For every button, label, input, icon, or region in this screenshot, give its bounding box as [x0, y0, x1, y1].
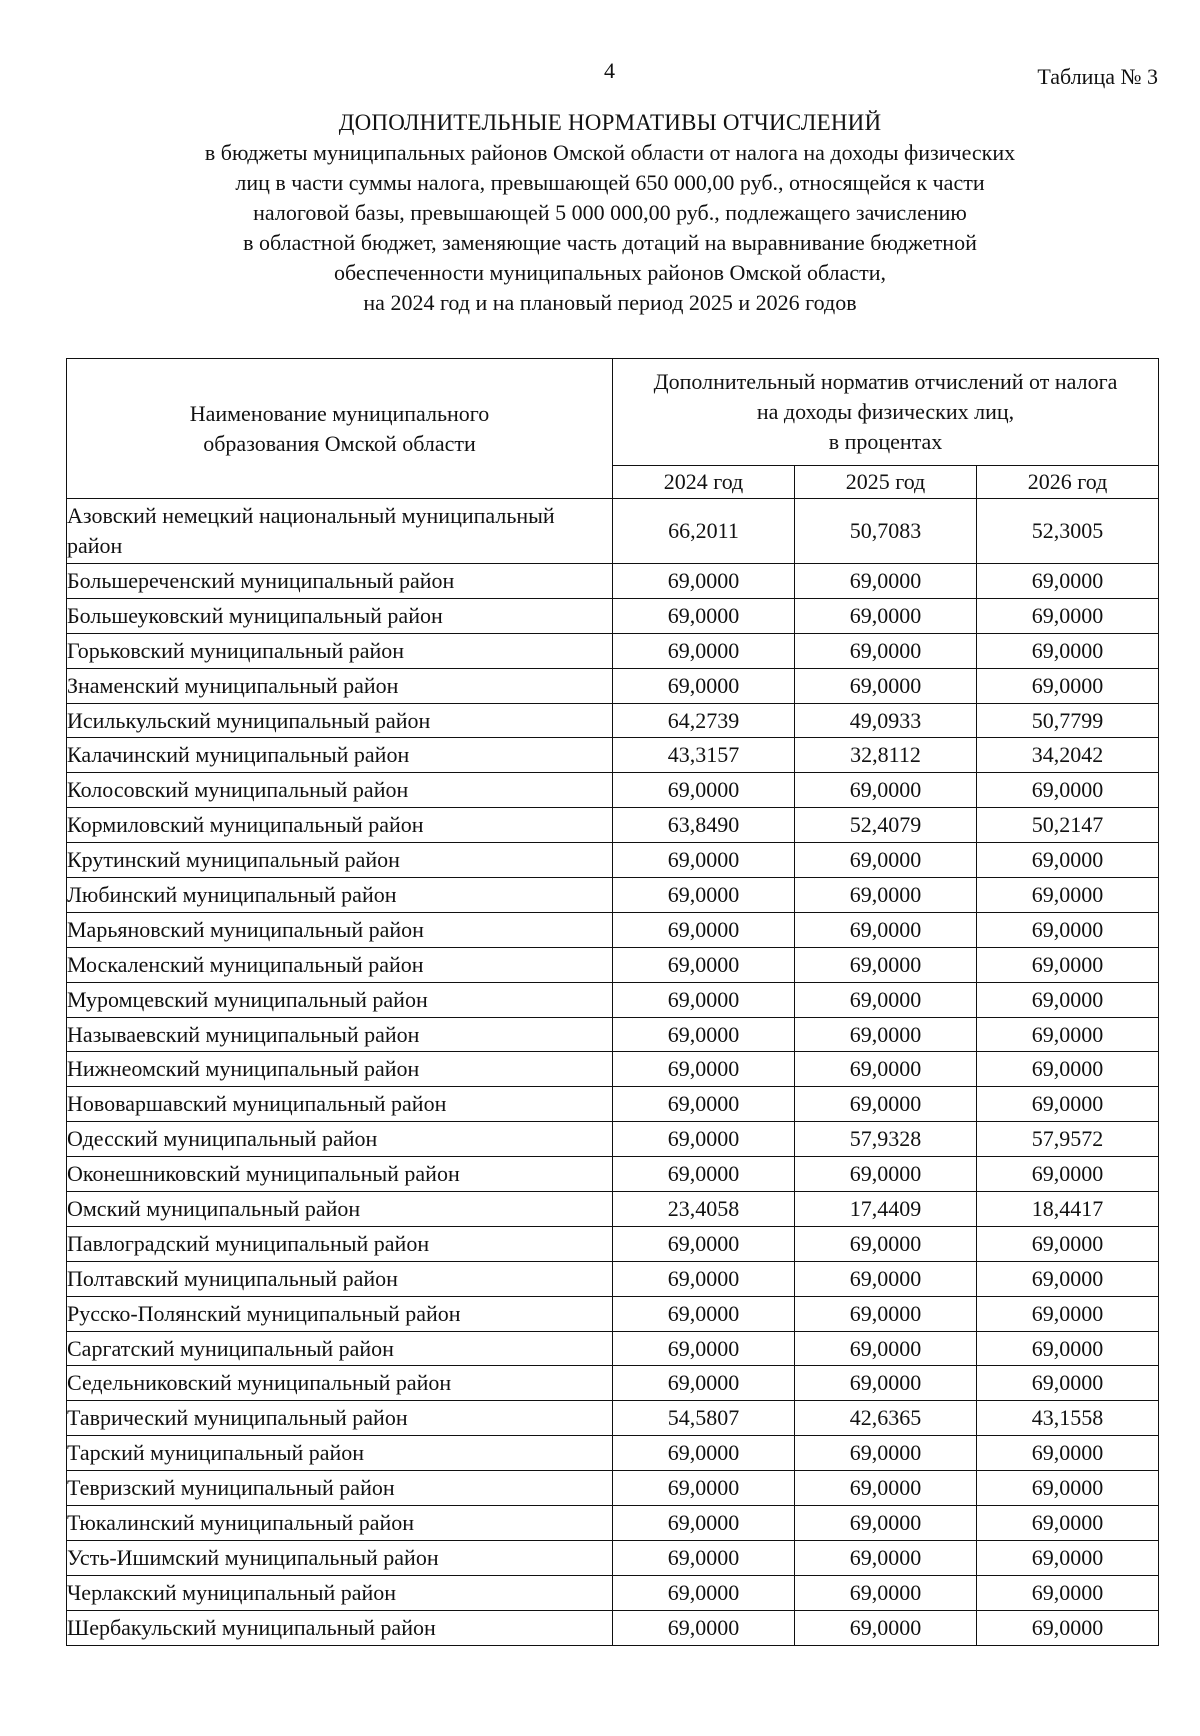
value-2025-cell: 69,0000 [795, 668, 977, 703]
title-line: в бюджеты муниципальных районов Омской области от налога на доходы физических [204, 140, 1016, 165]
value-2026-cell: 69,0000 [977, 1540, 1159, 1575]
header-year-2026: 2026 год [977, 466, 1159, 499]
title-line: обеспеченности муниципальных районов Омской области, [333, 260, 887, 285]
value-2024-cell: 69,0000 [613, 1506, 795, 1541]
value-2025-cell: 69,0000 [795, 1052, 977, 1087]
value-2024-cell: 69,0000 [613, 1226, 795, 1261]
table-row [67, 947, 1159, 982]
value-2026-cell: 69,0000 [977, 668, 1159, 703]
table-row [67, 773, 1159, 808]
table-row [67, 1540, 1159, 1575]
value-2026-cell: 34,2042 [977, 738, 1159, 773]
value-2024-cell: 69,0000 [613, 1052, 795, 1087]
value-2024-cell: 69,0000 [613, 1436, 795, 1471]
table-body [67, 499, 1159, 1646]
value-2026-cell: 69,0000 [977, 1017, 1159, 1052]
page-number: 4 [604, 58, 615, 83]
value-2024-cell: 43,3157 [613, 738, 795, 773]
value-2026-cell: 43,1558 [977, 1401, 1159, 1436]
value-2024-cell: 69,0000 [613, 668, 795, 703]
district-name-cell: Усть-Ишимский муниципальный район [67, 1540, 613, 1575]
value-2025-cell: 69,0000 [795, 1540, 977, 1575]
value-2024-cell: 69,0000 [613, 773, 795, 808]
district-name-cell: Омский муниципальный район [67, 1192, 613, 1227]
value-2024-cell: 69,0000 [613, 1471, 795, 1506]
value-2025-cell: 69,0000 [795, 1017, 977, 1052]
table-label: Таблица № 3 [1037, 64, 1158, 89]
title-line: лиц в части суммы налога, превышающей 650 000,00 руб., относящейся к части [235, 170, 985, 195]
value-2026-cell: 69,0000 [977, 1575, 1159, 1610]
value-2026-cell: 69,0000 [977, 947, 1159, 982]
district-name-cell: Колосовский муниципальный район [67, 773, 613, 808]
value-2024-cell: 23,4058 [613, 1192, 795, 1227]
header-desc-line: в процентах [828, 429, 943, 454]
district-name-cell: Любинский муниципальный район [67, 878, 613, 913]
value-2024-cell: 69,0000 [613, 1540, 795, 1575]
value-2026-cell: 50,7799 [977, 703, 1159, 738]
value-2026-cell: 69,0000 [977, 878, 1159, 913]
value-2025-cell: 69,0000 [795, 1331, 977, 1366]
value-2026-cell: 69,0000 [977, 633, 1159, 668]
district-name-cell: Таврический муниципальный район [67, 1401, 613, 1436]
value-2024-cell: 69,0000 [613, 1261, 795, 1296]
table-row [67, 633, 1159, 668]
table-row [67, 1401, 1159, 1436]
district-name-cell: Марьяновский муниципальный район [67, 912, 613, 947]
table-row [67, 598, 1159, 633]
value-2025-cell: 69,0000 [795, 982, 977, 1017]
district-name-cell: Москаленский муниципальный район [67, 947, 613, 982]
value-2026-cell: 52,3005 [977, 499, 1159, 564]
table-row [67, 1122, 1159, 1157]
table-row [67, 843, 1159, 878]
value-2025-cell: 52,4079 [795, 808, 977, 843]
document-title: ДОПОЛНИТЕЛЬНЫЕ НОРМАТИВЫ ОТЧИСЛЕНИЙ [338, 110, 882, 135]
district-name-cell: Нововаршавский муниципальный район [67, 1087, 613, 1122]
header-year-2025: 2025 год [795, 466, 977, 499]
district-name-cell: Саргатский муниципальный район [67, 1331, 613, 1366]
value-2026-cell: 69,0000 [977, 843, 1159, 878]
value-2026-cell: 69,0000 [977, 1157, 1159, 1192]
value-2025-cell: 69,0000 [795, 1366, 977, 1401]
table-row [67, 1296, 1159, 1331]
table-row [67, 1366, 1159, 1401]
title-block [0, 108, 1200, 318]
district-name-cell: Кормиловский муниципальный район [67, 808, 613, 843]
table-row [67, 878, 1159, 913]
value-2024-cell: 69,0000 [613, 1157, 795, 1192]
table-row [67, 1506, 1159, 1541]
value-2024-cell: 69,0000 [613, 947, 795, 982]
value-2025-cell: 69,0000 [795, 1436, 977, 1471]
value-2024-cell: 64,2739 [613, 703, 795, 738]
value-2026-cell: 69,0000 [977, 1087, 1159, 1122]
table-row [67, 738, 1159, 773]
value-2024-cell: 69,0000 [613, 1331, 795, 1366]
value-2024-cell: 63,8490 [613, 808, 795, 843]
district-name-cell: Черлакский муниципальный район [67, 1575, 613, 1610]
value-2024-cell: 69,0000 [613, 1017, 795, 1052]
value-2026-cell: 69,0000 [977, 1226, 1159, 1261]
value-2026-cell: 57,9572 [977, 1122, 1159, 1157]
district-name-cell: Тевризский муниципальный район [67, 1471, 613, 1506]
value-2025-cell: 69,0000 [795, 598, 977, 633]
value-2025-cell: 69,0000 [795, 1157, 977, 1192]
value-2025-cell: 42,6365 [795, 1401, 977, 1436]
table-row [67, 668, 1159, 703]
header-desc-line: на доходы физических лиц, [756, 399, 1015, 424]
header-name-line: образования Омской области [203, 430, 476, 456]
value-2025-cell: 17,4409 [795, 1192, 977, 1227]
header-desc-cell [613, 359, 1159, 466]
value-2024-cell: 69,0000 [613, 598, 795, 633]
table-row [67, 564, 1159, 599]
value-2026-cell: 69,0000 [977, 1436, 1159, 1471]
value-2025-cell: 69,0000 [795, 1471, 977, 1506]
value-2026-cell: 69,0000 [977, 773, 1159, 808]
norms-table [66, 358, 1159, 1646]
value-2026-cell: 69,0000 [977, 1261, 1159, 1296]
table-row [67, 1052, 1159, 1087]
title-line: налоговой базы, превышающей 5 000 000,00 руб., подлежащего зачислению [253, 200, 967, 225]
district-name-cell: Муромцевский муниципальный район [67, 982, 613, 1017]
value-2024-cell: 69,0000 [613, 912, 795, 947]
district-name-cell: Горьковский муниципальный район [67, 633, 613, 668]
district-name-cell: Большеуковский муниципальный район [67, 598, 613, 633]
value-2025-cell: 69,0000 [795, 843, 977, 878]
table-row [67, 1261, 1159, 1296]
district-name-cell: Знаменский муниципальный район [67, 668, 613, 703]
table-row [67, 1436, 1159, 1471]
title-line: на 2024 год и на плановый период 2025 и 2026 годов [363, 290, 857, 315]
value-2025-cell: 57,9328 [795, 1122, 977, 1157]
value-2026-cell: 69,0000 [977, 564, 1159, 599]
table-row [67, 1157, 1159, 1192]
value-2025-cell: 69,0000 [795, 1296, 977, 1331]
header-desc-line: Дополнительный норматив отчислений от налога [653, 369, 1118, 394]
table-row [67, 1471, 1159, 1506]
table-row [67, 1610, 1159, 1645]
value-2024-cell: 69,0000 [613, 982, 795, 1017]
district-name-cell: Крутинский муниципальный район [67, 843, 613, 878]
value-2026-cell: 69,0000 [977, 982, 1159, 1017]
table-row [67, 912, 1159, 947]
district-name-cell: Азовский немецкий национальный муниципальный район [67, 499, 613, 564]
district-name-cell: Называевский муниципальный район [67, 1017, 613, 1052]
district-name-cell: Калачинский муниципальный район [67, 738, 613, 773]
value-2025-cell: 69,0000 [795, 1610, 977, 1645]
value-2026-cell: 69,0000 [977, 1052, 1159, 1087]
value-2024-cell: 69,0000 [613, 564, 795, 599]
district-name-cell: Тарский муниципальный район [67, 1436, 613, 1471]
district-name-cell: Полтавский муниципальный район [67, 1261, 613, 1296]
table-row [67, 1331, 1159, 1366]
value-2025-cell: 69,0000 [795, 1261, 977, 1296]
table-row [67, 808, 1159, 843]
value-2024-cell: 69,0000 [613, 1122, 795, 1157]
district-name-cell: Седельниковский муниципальный район [67, 1366, 613, 1401]
value-2025-cell: 69,0000 [795, 878, 977, 913]
value-2025-cell: 69,0000 [795, 633, 977, 668]
table-row [67, 1226, 1159, 1261]
value-2024-cell: 69,0000 [613, 633, 795, 668]
value-2025-cell: 32,8112 [795, 738, 977, 773]
district-name-cell: Исилькульский муниципальный район [67, 703, 613, 738]
table-row [67, 1087, 1159, 1122]
value-2025-cell: 69,0000 [795, 912, 977, 947]
value-2026-cell: 18,4417 [977, 1192, 1159, 1227]
title-line: в областной бюджет, заменяющие часть дотаций на выравнивание бюджетной [243, 230, 977, 255]
district-name-cell: Тюкалинский муниципальный район [67, 1506, 613, 1541]
value-2026-cell: 69,0000 [977, 1366, 1159, 1401]
value-2025-cell: 69,0000 [795, 564, 977, 599]
value-2025-cell: 69,0000 [795, 773, 977, 808]
value-2024-cell: 69,0000 [613, 1087, 795, 1122]
table-row [67, 982, 1159, 1017]
district-name-cell: Оконешниковский муниципальный район [67, 1157, 613, 1192]
header-year-2024: 2024 год [613, 466, 795, 499]
value-2024-cell: 66,2011 [613, 499, 795, 564]
value-2024-cell: 69,0000 [613, 878, 795, 913]
district-name-cell: Большереченский муниципальный район [67, 564, 613, 599]
header-name-line: Наименование муниципального [189, 400, 490, 426]
value-2026-cell: 69,0000 [977, 1296, 1159, 1331]
table-row [67, 1017, 1159, 1052]
value-2024-cell: 69,0000 [613, 843, 795, 878]
value-2025-cell: 50,7083 [795, 499, 977, 564]
value-2025-cell: 69,0000 [795, 947, 977, 982]
value-2024-cell: 69,0000 [613, 1575, 795, 1610]
value-2026-cell: 69,0000 [977, 1471, 1159, 1506]
district-name-cell: Нижнеомский муниципальный район [67, 1052, 613, 1087]
value-2024-cell: 69,0000 [613, 1296, 795, 1331]
district-name-cell: Павлоградский муниципальный район [67, 1226, 613, 1261]
value-2024-cell: 54,5807 [613, 1401, 795, 1436]
district-name-cell: Русско-Полянский муниципальный район [67, 1296, 613, 1331]
header-name-cell [67, 359, 613, 499]
table-row [67, 703, 1159, 738]
table-row [67, 499, 1159, 564]
value-2025-cell: 69,0000 [795, 1506, 977, 1541]
table-row [67, 1575, 1159, 1610]
value-2026-cell: 69,0000 [977, 912, 1159, 947]
value-2026-cell: 69,0000 [977, 598, 1159, 633]
value-2024-cell: 69,0000 [613, 1366, 795, 1401]
value-2026-cell: 69,0000 [977, 1610, 1159, 1645]
value-2026-cell: 69,0000 [977, 1331, 1159, 1366]
district-name-cell: Одесский муниципальный район [67, 1122, 613, 1157]
value-2025-cell: 69,0000 [795, 1575, 977, 1610]
value-2025-cell: 49,0933 [795, 703, 977, 738]
value-2026-cell: 69,0000 [977, 1506, 1159, 1541]
value-2025-cell: 69,0000 [795, 1226, 977, 1261]
value-2026-cell: 50,2147 [977, 808, 1159, 843]
table-row [67, 1192, 1159, 1227]
value-2024-cell: 69,0000 [613, 1610, 795, 1645]
district-name-cell: Шербакульский муниципальный район [67, 1610, 613, 1645]
value-2025-cell: 69,0000 [795, 1087, 977, 1122]
